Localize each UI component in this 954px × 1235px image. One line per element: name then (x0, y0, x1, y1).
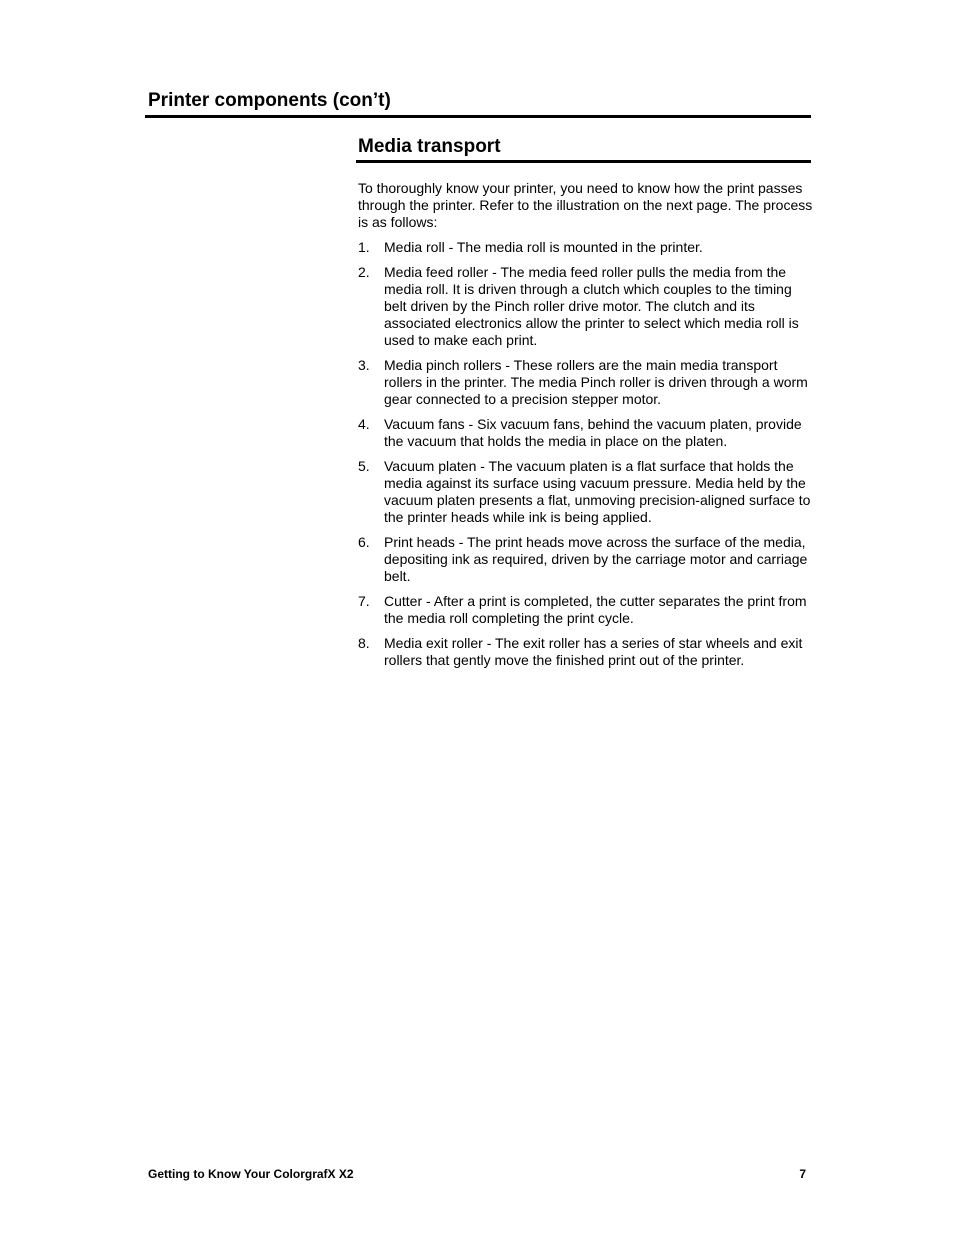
page-title: Printer components (con’t) (148, 90, 391, 111)
step-text: Vacuum platen - The vacuum platen is a flat surface that holds the media against its surface using vacuum pressure. Media held by the vacuum platen presents a flat, unmoving precision-aligned surface to the printer heads while ink is being applied. (384, 458, 811, 525)
step-text: Media feed roller - The media feed roller pulls the media from the media roll. It is driven through a clutch which couples to the timing belt driven by the Pinch roller drive motor. The clutch and its associated electronics allow the printer to select which media roll is used to make each print. (384, 264, 799, 348)
footer-document-title: Getting to Know Your ColorgrafX X2 (148, 1167, 354, 1181)
list-item (358, 458, 814, 526)
step-text: Media roll - The media roll is mounted in the printer. (384, 239, 703, 255)
step-text: Cutter - After a print is completed, the cutter separates the print from the media roll completing the print cycle. (384, 593, 807, 626)
step-number: 3. (358, 357, 370, 373)
step-number: 5. (358, 458, 370, 474)
step-number: 2. (358, 264, 370, 280)
page-title-rule (145, 115, 811, 118)
process-steps-list (358, 239, 814, 669)
step-number: 7. (358, 593, 370, 609)
section-title-rule (356, 160, 811, 163)
list-item (358, 239, 814, 256)
step-text: Print heads - The print heads move across the surface of the media, depositing ink as required, driven by the carriage motor and carriage belt. (384, 534, 808, 584)
list-item (358, 635, 814, 669)
list-item (358, 416, 814, 450)
list-item (358, 357, 814, 408)
list-item (358, 264, 814, 349)
step-text: Vacuum fans - Six vacuum fans, behind the vacuum platen, provide the vacuum that holds the media in place on the platen. (384, 416, 802, 449)
list-item (358, 593, 814, 627)
step-text: Media exit roller - The exit roller has a series of star wheels and exit rollers that gently move the finished print out of the printer. (384, 635, 803, 668)
footer-page-number: 7 (799, 1167, 806, 1181)
step-number: 8. (358, 635, 370, 651)
step-number: 1. (358, 239, 370, 255)
intro-paragraph: To thoroughly know your printer, you need to know how the print passes through the printer. Refer to the illustration on the next page. The process is as follows: (358, 180, 813, 230)
section-title: Media transport (358, 136, 501, 157)
step-number: 4. (358, 416, 370, 432)
list-item (358, 534, 814, 585)
step-number: 6. (358, 534, 370, 550)
step-text: Media pinch rollers - These rollers are the main media transport rollers in the printer. The media Pinch roller is driven through a worm gear connected to a precision stepper motor. (384, 357, 808, 407)
section-content (358, 180, 814, 677)
